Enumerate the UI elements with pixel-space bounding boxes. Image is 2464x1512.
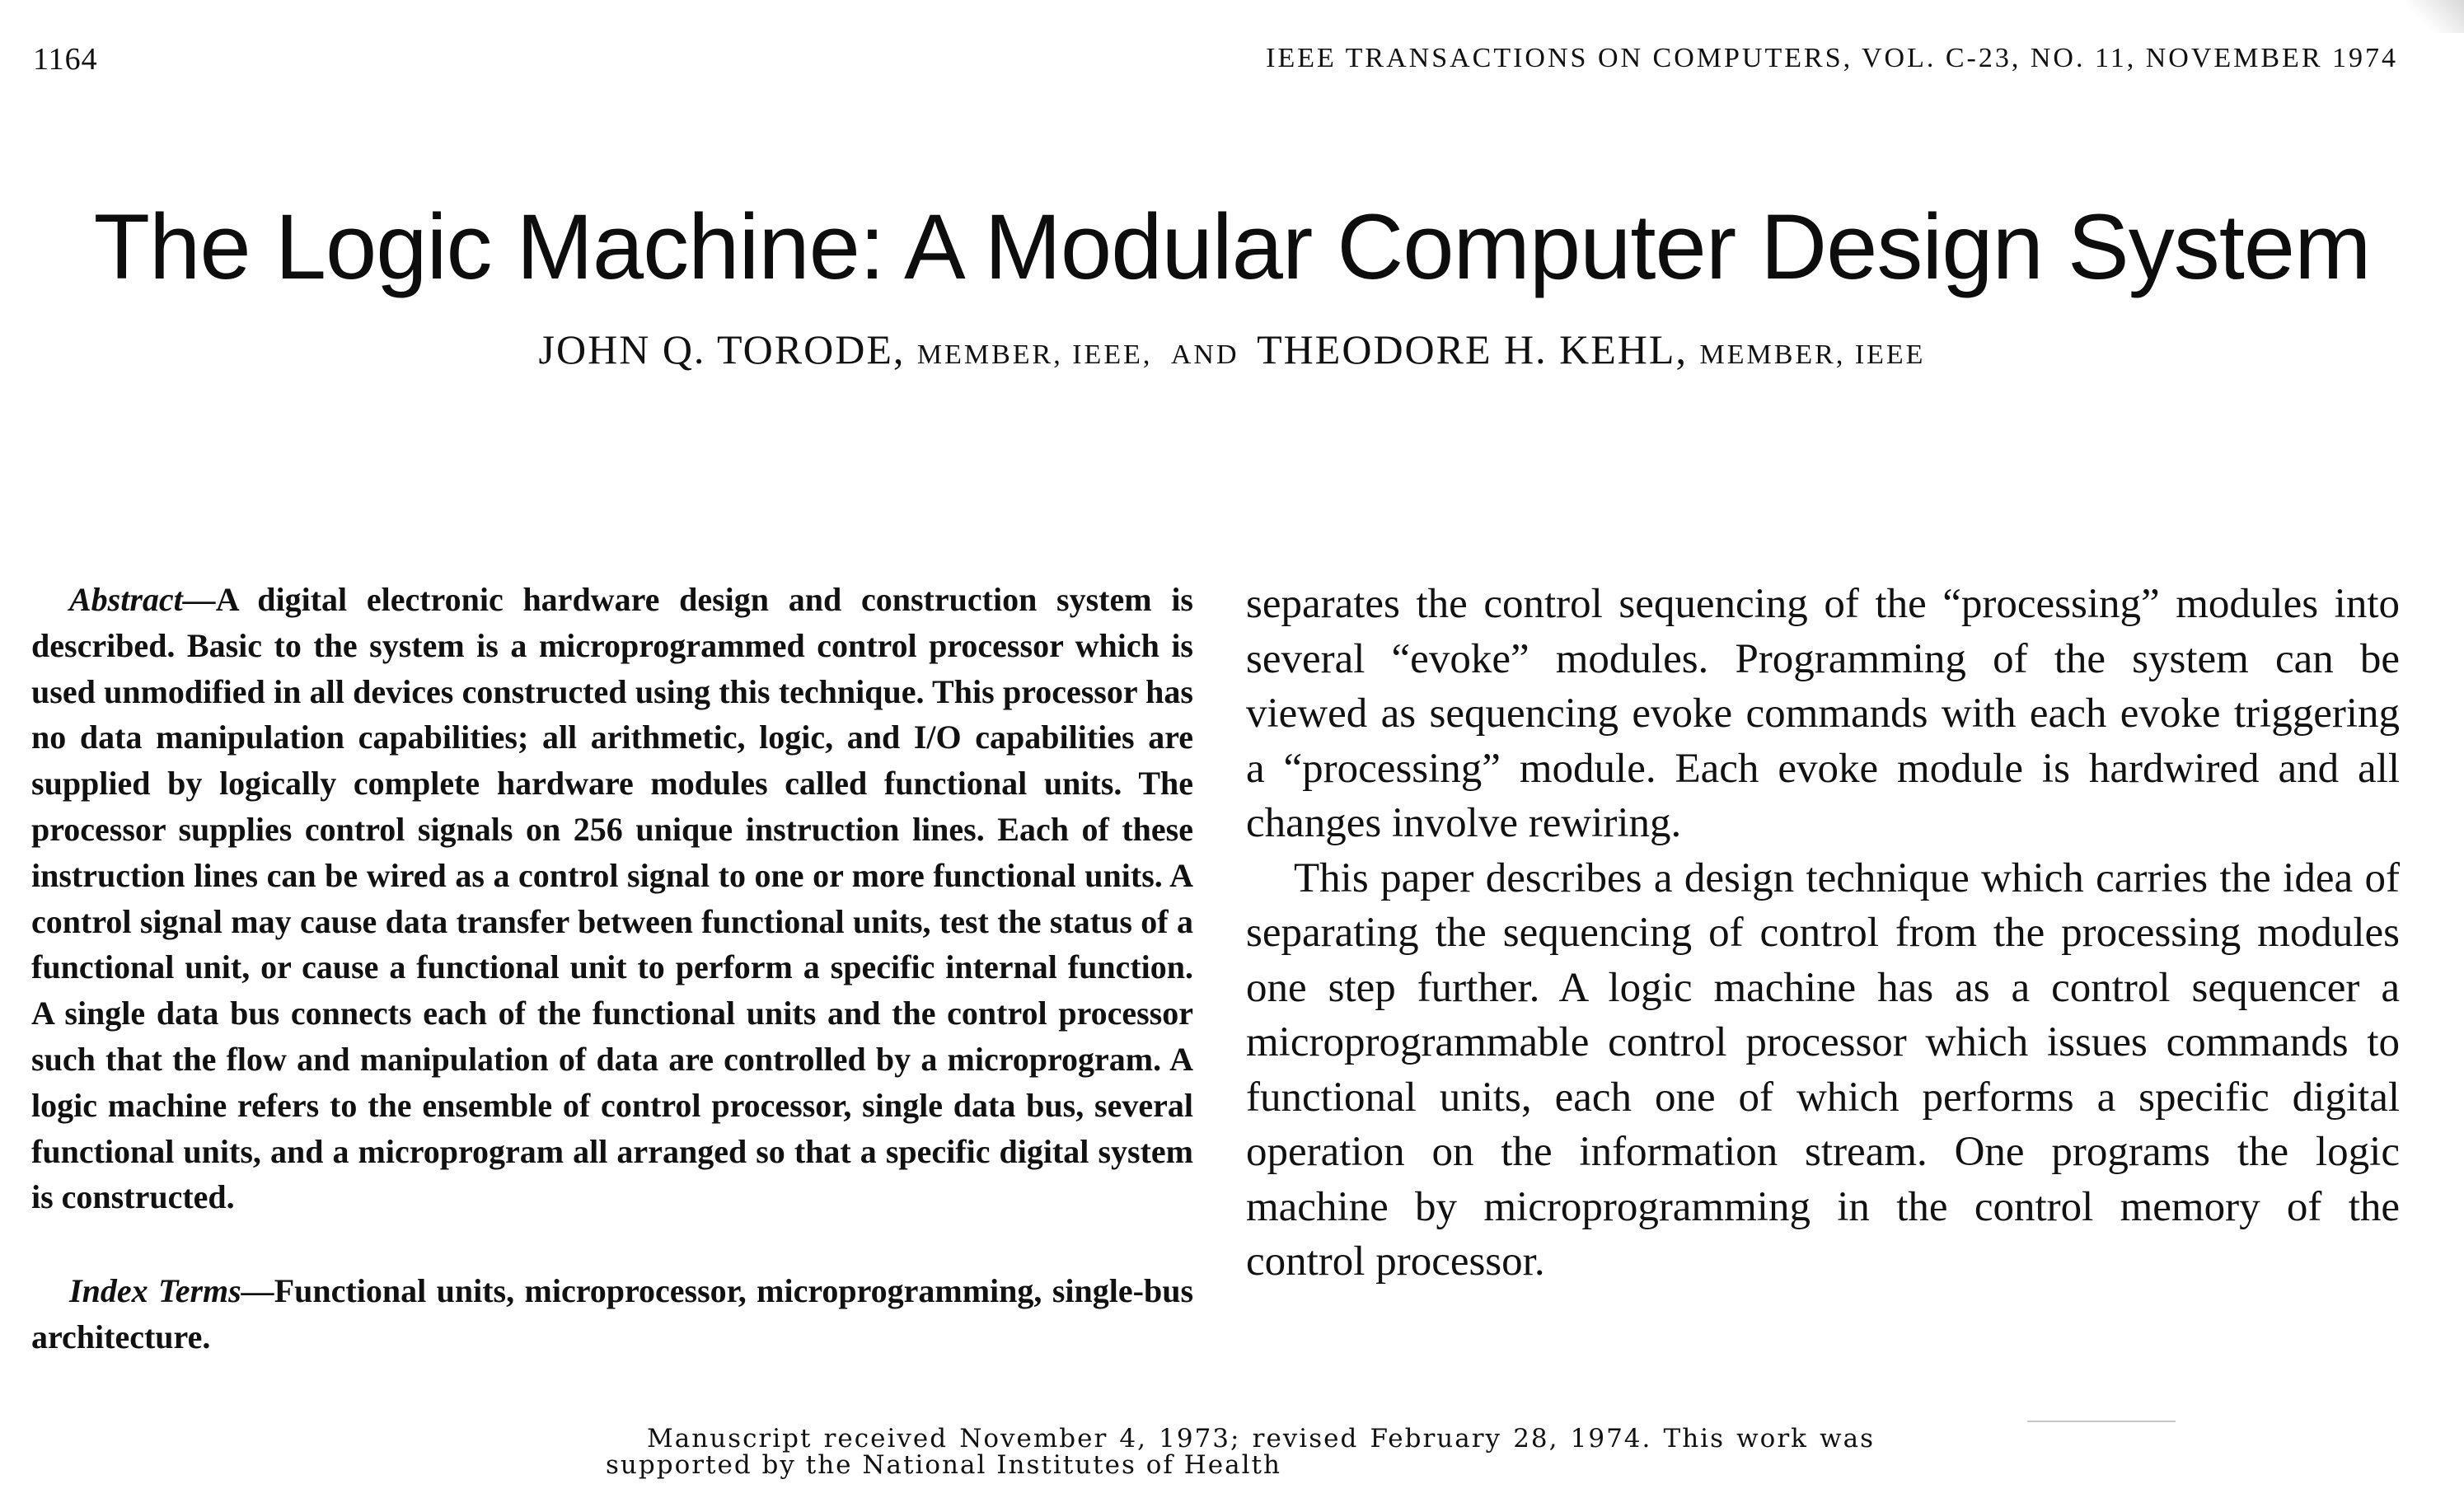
author-line: [0, 325, 2464, 373]
footnote: [606, 1425, 1875, 1478]
footnote-text: Manuscript received November 4, 1973; revised February 28, 1974. This work was supported by the National Institutes of Health: [606, 1424, 1875, 1480]
body-paragraph: This paper describes a design technique which carries the idea of separating the sequencing of control from the processing modules one step further. A logic machine has as a control sequencer a microprogrammable control processor which issues commands to functional units, each one of which performs a specific digital operation on the information stream. One programs the logic machine by microprogramming in the control memory of the control processor.: [1246, 854, 2400, 1285]
paper-title: The Logic Machine: A Modular Computer Design System: [93, 195, 2371, 299]
index-terms-text: Functional units, microprocessor, microprogramming, single-bus architecture.: [31, 1272, 1194, 1355]
page-number: 1164: [33, 42, 98, 77]
column-rule: [2027, 1421, 2176, 1422]
running-head: IEEE TRANSACTIONS ON COMPUTERS, VOL. C-23, NO. 11, NOVEMBER 1974: [1266, 43, 2398, 73]
body-column: [1246, 577, 2400, 1290]
abstract-column: [31, 577, 1193, 1360]
index-terms: [31, 1268, 1193, 1360]
author-name: JOHN Q. TORODE,: [538, 326, 906, 372]
scan-artifact: [2406, 0, 2464, 33]
abstract-text: A digital electronic hardware design and construction system is described. Basic to the system is a microprogrammed control processor which is used unmodified in all devices constructed using this technique. This processor has no data manipulation capabilities; all arithmetic, logic, and I/O capabilities are supplied by logically complete hardware modules called functional units. The processor supplies control signals on 256 unique instruction lines. Each of these instruction lines can be wired as a control signal to one or more functional units. A control signal may cause data transfer between functional units, test the status of a functional unit, or cause a functional unit to perform a specific internal function. A single data bus connects each of the functional units and the control processor such that the flow and manipulation of data are controlled by a microprogram. A logic machine refers to the ensemble of control processor, single data bus, several functional units, and a microprogram all arranged so that a specific digital system is constructed.: [31, 581, 1193, 1216]
author-affiliation: MEMBER, IEEE,: [916, 339, 1153, 370]
index-terms-label: Index Terms—: [69, 1272, 274, 1310]
body-paragraph: separates the control sequencing of the “processing” modules into several “evoke” modules. Programming of the system can be viewed as sequencing evoke commands with each evoke triggering a “processing” module. Each evoke module is hardwired and all changes involve rewiring.: [1246, 581, 2400, 846]
author-affiliation: MEMBER, IEEE: [1699, 339, 1926, 370]
author-conjunction: AND: [1170, 339, 1239, 370]
author-name: THEODORE H. KEHL,: [1257, 326, 1688, 372]
abstract: [31, 577, 1193, 1220]
abstract-label: Abstract—: [69, 581, 216, 618]
